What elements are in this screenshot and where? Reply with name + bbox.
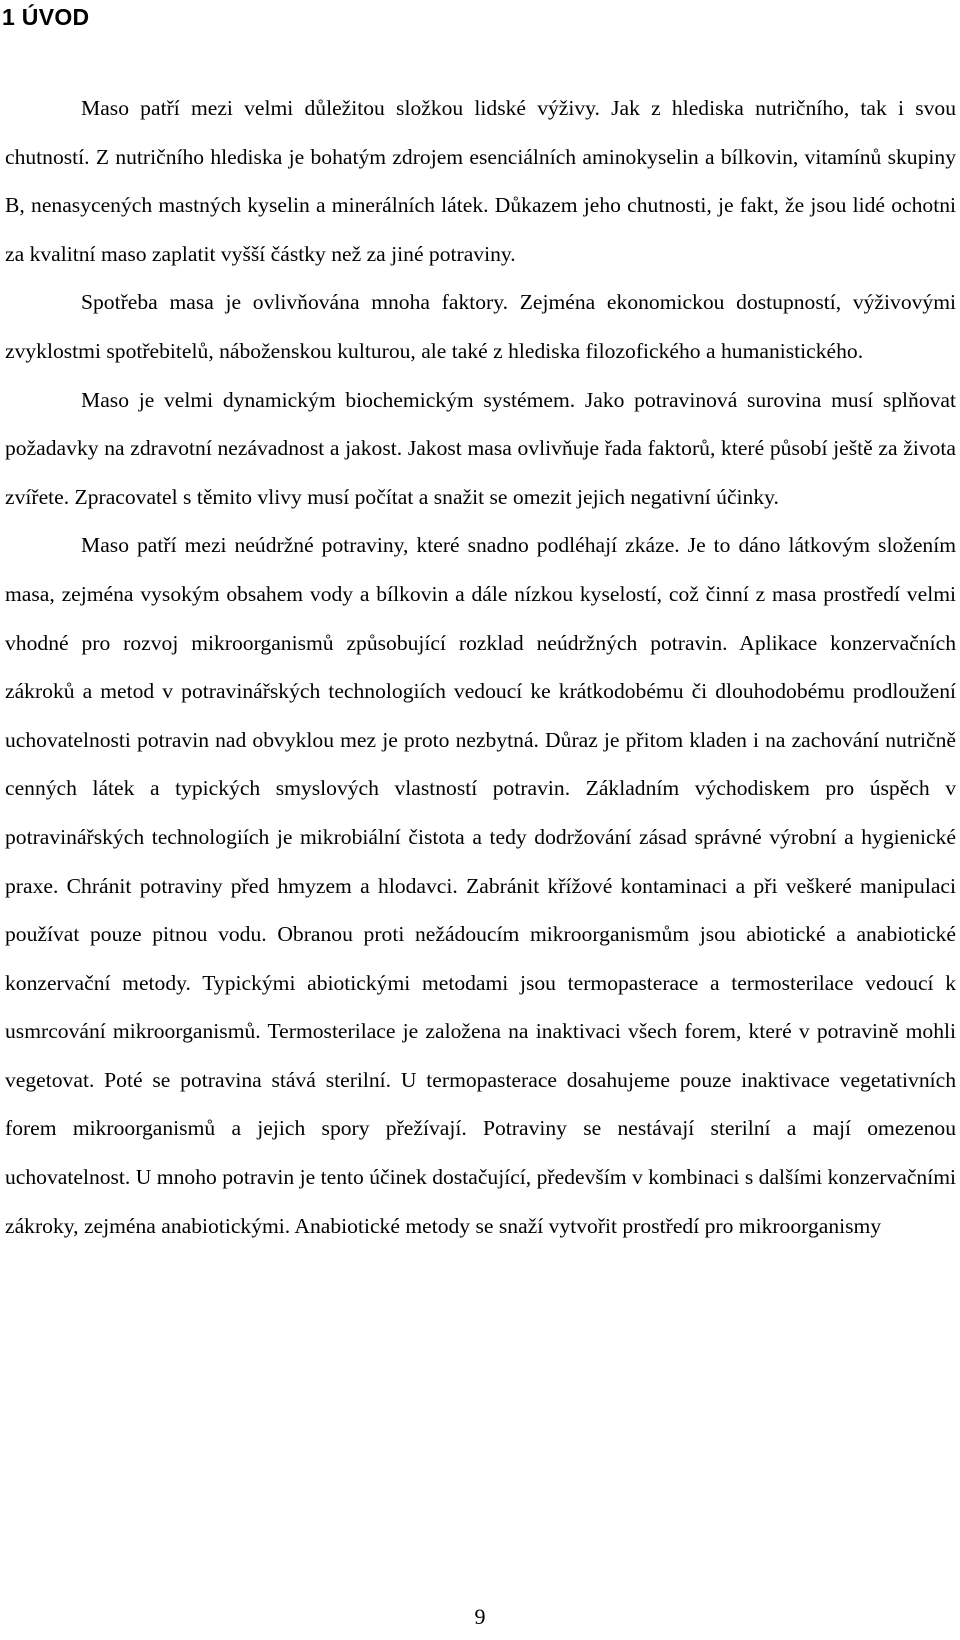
page-number: 9 <box>474 1604 486 1629</box>
paragraph-2: Spotřeba masa je ovlivňována mnoha faktory. Zejména ekonomickou dostupností, výživovými zvyklostmi spotřebitelů, náboženskou kulturou, ale také z hlediska filozofického a humanistického. <box>5 290 956 363</box>
paragraph-4: Maso patří mezi neúdržné potraviny, které snadno podléhají zkáze. Je to dáno látkovým složením masa, zejména vysokým obsahem vody a bílkovin a dále nízkou kyselostí, což činní z masa prostředí velmi vhodné pro rozvoj mikroorganismů způsobující rozklad neúdržných potravin. Aplikace konzervačních zákroků a metod v potravinářských technologiích vedoucí ke krátkodobému či dlouhodobému prodloužení uchovatelnosti potravin nad obvyklou mez je proto nezbytná. Důraz je přitom kladen i na zachování nutričně cenných látek a typických smyslových vlastností potravin. Základním východiskem pro úspěch v potravinářských technologiích je mikrobiální čistota a tedy dodržování zásad správné výrobní a hygienické praxe. Chránit potraviny před hmyzem a hlodavci. Zabránit křížové kontaminaci a při veškeré manipulaci používat pouze pitnou vodu. Obranou proti nežádoucím mikroorganismům jsou abiotické a anabiotické konzervační metody. Typickými abiotickými metodami jsou termopasterace a termosterilace vedoucí k usmrcování mikroorganismů. Termosterilace je založena na inaktivaci všech forem, které v potravině mohli vegetovat. Poté se potravina stává sterilní. U termopasterace dosahujeme pouze inaktivace vegetativních forem mikroorganismů a jejich spory přežívají. Potraviny se nestávají sterilní a mají omezenou uchovatelnost. U mnoho potravin je tento účinek dostačující, především v kombinaci s dalšími konzervačními zákroky, zejména anabiotickými. Anabiotické metody se snaží vytvořit prostředí pro mikroorganismy <box>5 533 956 1238</box>
body-text <box>5 84 956 1250</box>
paragraph-3: Maso je velmi dynamickým biochemickým systémem. Jako potravinová surovina musí splňovat požadavky na zdravotní nezávadnost a jakost. Jakost masa ovlivňuje řada faktorů, které působí ještě za života zvířete. Zpracovatel s těmito vlivy musí počítat a snažit se omezit jejich negativní účinky. <box>5 387 956 509</box>
chapter-heading: 1 ÚVOD <box>2 4 90 30</box>
paragraph-1: Maso patří mezi velmi důležitou složkou lidské výživy. Jak z hlediska nutričního, tak i svou chutností. Z nutričního hlediska je bohatým zdrojem esenciálních aminokyselin a bílkovin, vitamínů skupiny B, nenasycených mastných kyselin a minerálních látek. Důkazem jeho chutnosti, je fakt, že jsou lidé ochotni za kvalitní maso zaplatit vyšší částky než za jiné potraviny. <box>5 96 956 266</box>
